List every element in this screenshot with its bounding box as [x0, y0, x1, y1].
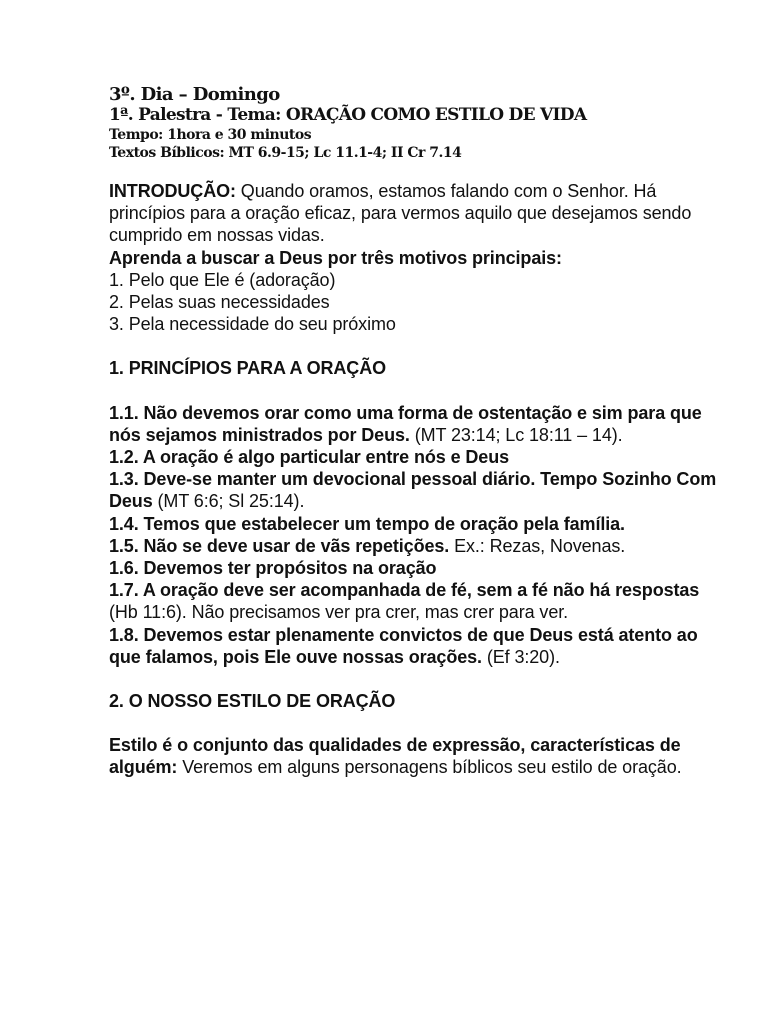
document-header: [109, 84, 728, 162]
motive-item-2: 2. Pelas suas necessidades: [109, 292, 330, 313]
motives-heading: Aprenda a buscar a Deus por três motivos principais:: [109, 247, 562, 268]
intro-label: INTRODUÇÃO:: [109, 181, 236, 201]
principle-1-5: 1.5. Não se deve usar de vãs repetições. Ex.: Rezas, Novenas.: [109, 535, 626, 556]
intro-paragraph: [109, 180, 728, 247]
spacer: [109, 335, 728, 357]
motive-item-3: 3. Pela necessidade do seu próximo: [109, 314, 396, 335]
spacer: [109, 380, 728, 402]
section2-heading: 2. O NOSSO ESTILO DE ORAÇÃO: [109, 691, 396, 712]
motive-item-1: 1. Pelo que Ele é (adoração): [109, 269, 336, 290]
style-paragraph: Estilo é o conjunto das qualidades de expressão, características de alguém: Veremos em alguns personagens bíblicos seu estilo de oração.: [109, 735, 682, 778]
bible-texts-line: Textos Bíblicos: MT 6.9-15; Lc 11.1-4; II Cr 7.14: [109, 145, 462, 161]
principle-1-4: 1.4. Temos que estabelecer um tempo de oração pela família.: [109, 513, 625, 534]
intro-text: Quando oramos, estamos falando com o Senhor. Há princípios para a oração eficaz, para vermos aquilo que desejamos sendo cumprido em nossas vidas.: [109, 181, 692, 246]
section1-heading: 1. PRINCÍPIOS PARA A ORAÇÃO: [109, 358, 386, 379]
spacer: [109, 712, 728, 734]
principle-1-2: 1.2. A oração é algo particular entre nós e Deus: [109, 447, 510, 468]
spacer: [109, 668, 728, 690]
principle-1-8: 1.8. Devemos estar plenamente convictos de que Deus está atento ao que falamos, pois Ele ouve nossas orações. (Ef 3:20).: [109, 624, 698, 667]
talk-title: 1ª. Palestra - Tema: ORAÇÃO COMO ESTILO DE VIDA: [109, 105, 587, 125]
principle-1-6: 1.6. Devemos ter propósitos na oração: [109, 558, 437, 579]
principle-1-7: 1.7. A oração deve ser acompanhada de fé, sem a fé não há respostas (Hb 11:6). Não precisamos ver pra crer, mas crer para ver.: [109, 580, 700, 623]
day-title: 3º. Dia – Domingo: [109, 84, 280, 105]
time-line: Tempo: 1hora e 30 minutos: [109, 127, 312, 143]
principle-1-3: 1.3. Deve-se manter um devocional pessoal diário. Tempo Sozinho Com Deus (MT 6:6; Sl 25:14).: [109, 469, 717, 512]
document-body: [109, 180, 728, 779]
principle-1-1: 1.1. Não devemos orar como uma forma de ostentação e sim para que nós sejamos ministrados por Deus. (MT 23:14; Lc 18:11 – 14).: [109, 402, 702, 445]
